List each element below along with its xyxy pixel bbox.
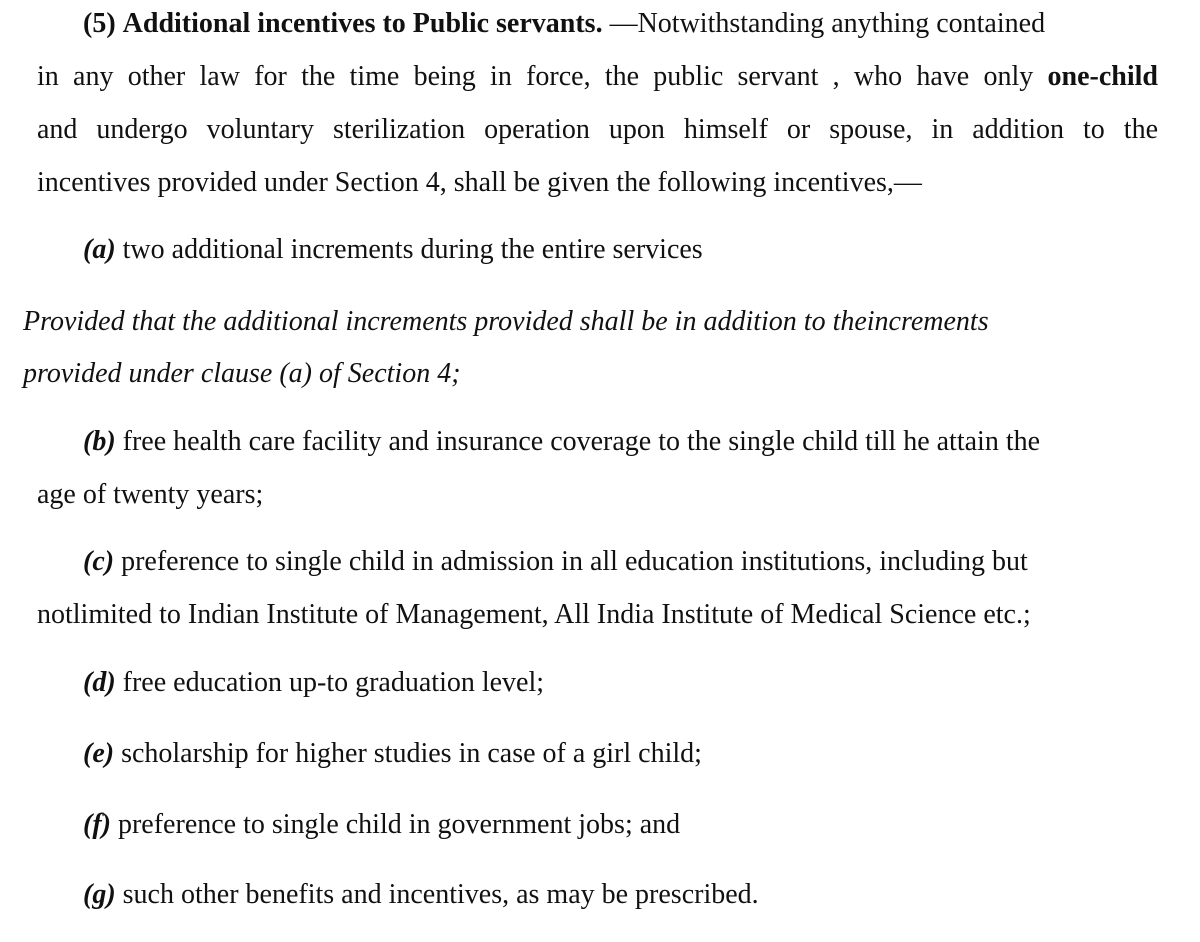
clause-b <box>83 428 1040 456</box>
section-number: (5) <box>83 8 116 39</box>
clause-c <box>83 548 1028 576</box>
clause-label: (e) <box>83 738 115 769</box>
clause-e <box>83 740 702 768</box>
section-heading-line <box>83 10 1045 38</box>
clause-text: such other benefits and incentives, as may be prescribed. <box>122 879 759 910</box>
section-intro-text: —Notwithstanding anything contained <box>609 8 1046 39</box>
clause-label: (a) <box>83 234 116 265</box>
clause-text: preference to single child in admission in all education institutions, including but <box>121 546 1028 577</box>
clause-text: free health care facility and insurance coverage to the single child till he attain the <box>122 426 1041 457</box>
clause-label: (g) <box>83 879 116 910</box>
clause-label: (f) <box>83 809 111 840</box>
clause-text: free education up-to graduation level; <box>122 667 545 698</box>
clause-text: scholarship for higher studies in case of a girl child; <box>121 738 702 769</box>
one-child-emphasis: one-child <box>1047 61 1159 92</box>
clause-f <box>83 811 680 839</box>
clause-g <box>83 881 759 909</box>
clause-text: preference to single child in government jobs; and <box>117 809 681 840</box>
clause-b-continuation: age of twenty years; <box>37 479 264 510</box>
clause-d <box>83 669 544 697</box>
section-heading: Additional incentives to Public servants. <box>122 8 603 39</box>
clause-label: (c) <box>83 546 115 577</box>
clause-a <box>83 236 703 264</box>
section-body-line-3: and undergo voluntary sterilization operation upon himself or spouse, in addition to the <box>37 114 1158 145</box>
clause-c-continuation: notlimited to Indian Institute of Management, All India Institute of Medical Science etc.; <box>37 599 1031 630</box>
section-body-line-2: in any other law for the time being in force, the public servant , who have only one-child <box>37 61 1159 92</box>
proviso-line-2: provided under clause (a) of Section 4; <box>23 358 461 389</box>
clause-label: (b) <box>83 426 116 457</box>
proviso-line-1: Provided that the additional increments provided shall be in addition to theincrements <box>23 306 989 337</box>
clause-text: two additional increments during the entire services <box>122 234 703 265</box>
section-body-line-4: incentives provided under Section 4, shall be given the following incentives,— <box>37 167 922 198</box>
clause-label: (d) <box>83 667 116 698</box>
